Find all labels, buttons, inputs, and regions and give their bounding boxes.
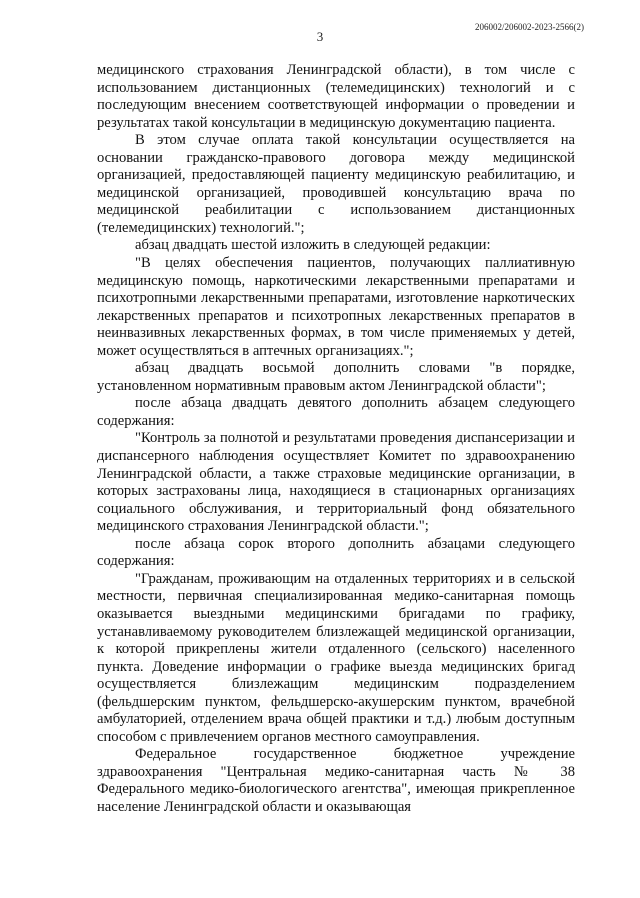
paragraph: "В целях обеспечения пациентов, получающих паллиативную медицинскую помощь, наркотическими лекарственными препаратами и психотропными лекарственными препаратами, изготовление наркотических лекарственных препаратов и психотропных лекарственных препаратов в неинвазивных лекарственных формах, в том числе применяемых у детей, может осуществляться в аптечных организациях.";: [97, 255, 575, 359]
paragraph: абзац двадцать шестой изложить в следующей редакции:: [135, 237, 491, 254]
paragraph: В этом случае оплата такой консультации осуществляется на основании гражданско-правового договора между медицинской организацией, предоставляющей пациенту медицинскую реабилитацию, и медицинской организацией, проводившей консультацию врача по медицинской реабилитации с использованием дистанционных (телемедицинских) технологий.";: [97, 132, 575, 236]
paragraph: после абзаца сорок второго дополнить абзацами следующего содержания:: [97, 535, 575, 570]
paragraph: "Контроль за полнотой и результатами проведения диспансеризации и диспансерного наблюдения осуществляет Комитет по здравоохранению Ленинградской области, а также страховые медицинские организации, в которых застрахованы лица, находящиеся в стационарных организациях социального обслуживания, и территориальный фонд обязательного медицинского страхования Ленинградской области.";: [97, 430, 575, 535]
paragraph: "Гражданам, проживающим на отдаленных территориях и в сельской местности, первичная специализированная медико-санитарная помощь оказывается выездными медицинскими бригадами по графику, устанавливаемому руководителем близлежащей медицинской организации, к которой прикреплены жители отдаленного (сельского) населенного пункта. Доведение информации о графике выезда медицинских бригад осуществляется близлежащим медицинским подразделением (фельдшерским пунктом, фельдшерско-акушерским пунктом, врачебной амбулаторией, отделением врача общей практики и т.д.) любым доступным способом с привлечением органов местного самоуправления.: [97, 570, 575, 745]
paragraph: Федеральное государственное бюджетное учреждение здравоохранения "Центральная медико-санитарная часть № 38 Федерального медико-биологического агентства", имеющая прикрепленное население Ленинградской области и оказывающая: [97, 746, 575, 815]
paragraph: медицинского страхования Ленинградской области), в том числе с использованием дистанционных (телемедицинских) технологий и с последующим внесением соответствующей информации о проведении и результатах такой консультации в медицинскую документацию пациента.: [97, 62, 575, 131]
paragraph: абзац двадцать восьмой дополнить словами "в порядке, установленном нормативным правовым актом Ленинградской области";: [97, 360, 575, 394]
page-number: 3: [316, 29, 324, 44]
paragraph: после абзаца двадцать девятого дополнить абзацем следующего содержания:: [97, 395, 575, 429]
document-body: [97, 62, 575, 817]
document-number: 206002/206002-2023-2566(2): [475, 22, 584, 32]
